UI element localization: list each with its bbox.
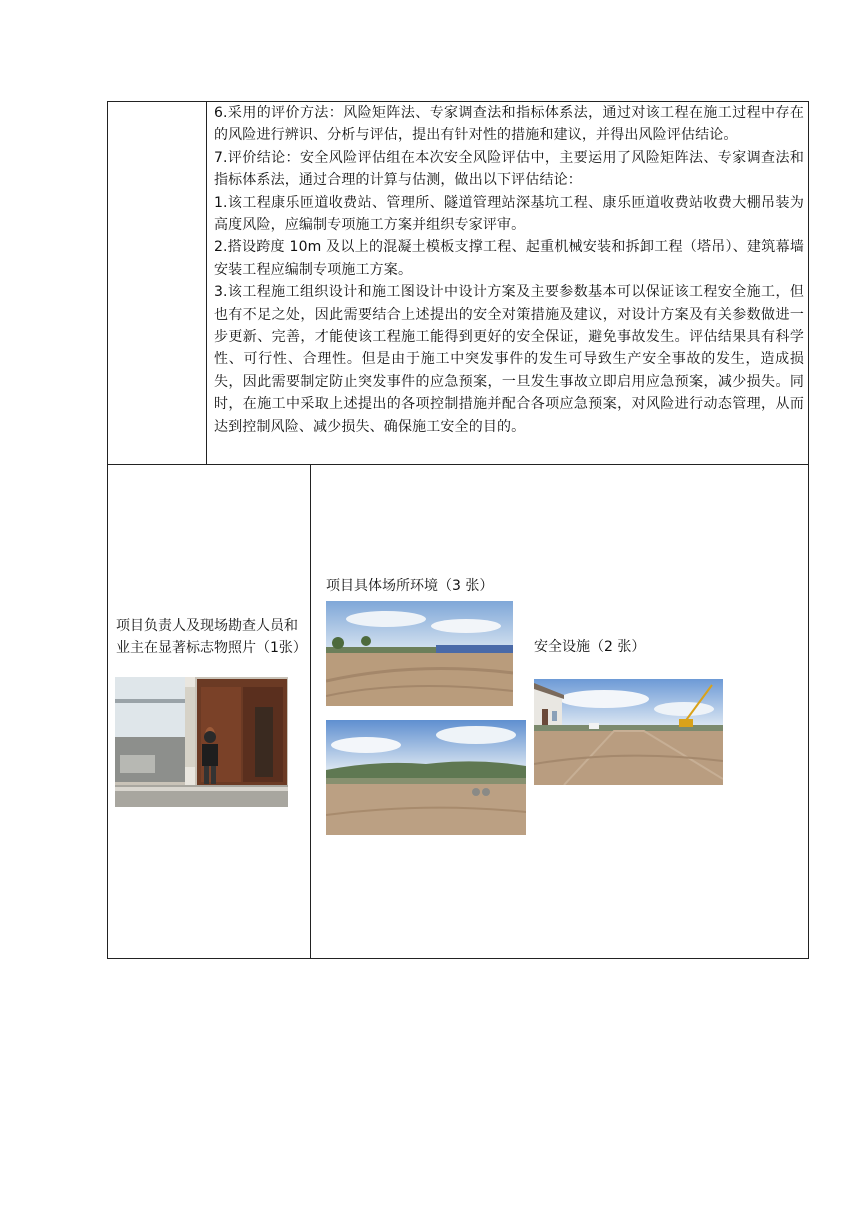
evaluation-row <box>108 102 808 465</box>
evaluation-content-cell <box>214 102 804 438</box>
evaluation-conclusion-paragraph: 7.评价结论：安全风险评估组在本次安全风险评估中，主要运用了风险矩阵法、专家调查法和指标体系法，通过合理的计算与估测，做出以下评估结论： <box>214 149 804 189</box>
conclusion-item-2: 2.搭设跨度 10m 及以上的混凝土模板支撑工程、起重机械安装和拆卸工程（塔吊）、建筑幕墙安装工程应编制专项施工方案。 <box>214 239 804 278</box>
safety-photo-caption: 安全设施（2 张） <box>534 639 646 655</box>
photos-row <box>108 465 808 958</box>
site-photo-caption: 项目具体场所环境（3 张） <box>326 578 494 594</box>
person-photo <box>115 677 288 807</box>
site-photo-2 <box>326 720 526 835</box>
conclusion-item-3: 3.该工程施工组织设计和施工图设计中设计方案及主要参数基本可以保证该工程安全施工，但也有不足之处，因此需要结合上述提出的安全对策措施及建议，对设计方案及有关参数做进一步更新、完善，才能使该工程施工能得到更好的安全保证，避免事故发生。评估结果具有科学性、可行性、合理性。但是由于施工中突发事件的发生可导致生产安全事故的发生，造成损失，因此需要制定防止突发事件的应急预案，一旦发生事故立即启用应急预案，减少损失。同时，在施工中采取上述提出的各项控制措施并配合各项应急预案，对风险进行动态管理，从而达到控制风险、减少损失、确保施工安全的目的。 <box>214 284 804 435</box>
evaluation-method-paragraph: 6.采用的评价方法：风险矩阵法、专家调查法和指标体系法，通过对该工程在施工过程中存在的风险进行辨识、分析与评估，提出有针对性的措施和建议，并得出风险评估结论。 <box>214 105 804 144</box>
site-photo-1 <box>326 601 513 706</box>
report-table <box>107 101 809 959</box>
person-photo-caption: 项目负责人及现场勘查人员和业主在显著标志物照片（1张） <box>116 618 307 656</box>
safety-photo-1 <box>534 679 723 785</box>
conclusion-item-1: 1.该工程康乐匝道收费站、管理所、隧道管理站深基坑工程、康乐匝道收费站收费大棚吊装为高度风险，应编制专项施工方案并组织专家评审。 <box>214 194 804 234</box>
photos-divider <box>310 465 311 958</box>
evaluation-label-cell <box>108 102 207 464</box>
